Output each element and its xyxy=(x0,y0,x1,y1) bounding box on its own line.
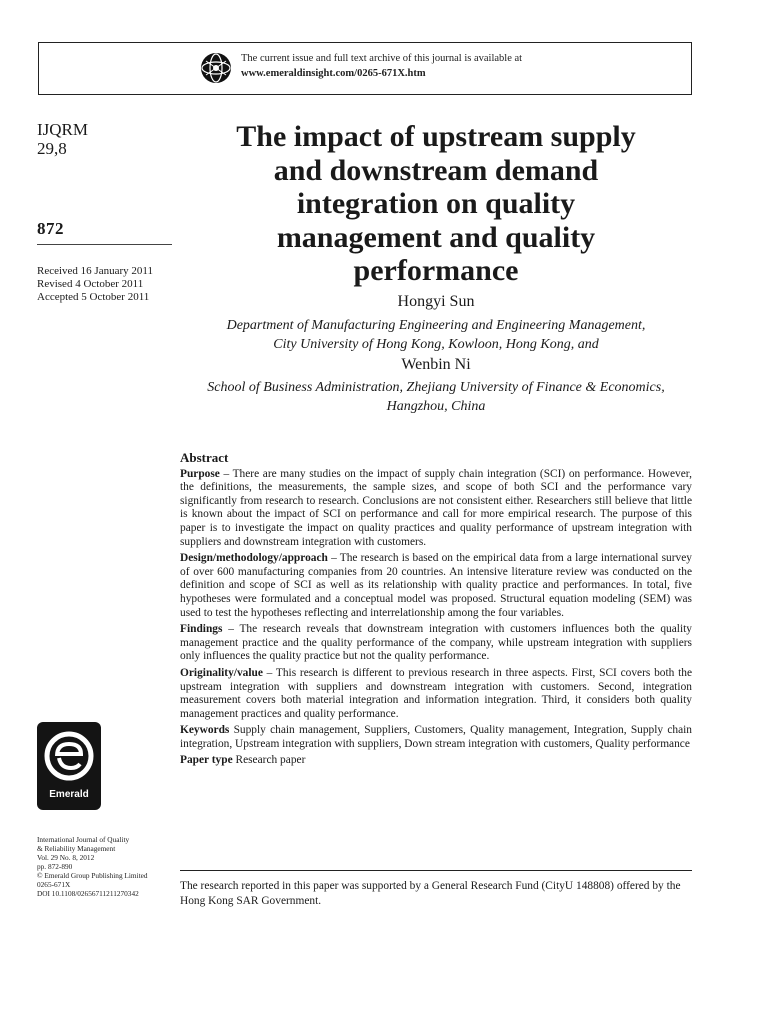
footnote-divider xyxy=(180,870,692,871)
section-label: Paper type xyxy=(180,754,233,767)
section-text: Supply chain management, Suppliers, Customers, Quality management, Integration, Supply chain integration, Upstream integration with suppliers, Down stream integration with customers, Quality performance xyxy=(180,724,692,750)
abstract-design xyxy=(180,552,692,620)
journal-abbreviation: IJQRM xyxy=(37,120,89,139)
divider xyxy=(37,244,172,245)
funding-footnote: The research reported in this paper was supported by a General Research Fund (CityU 148808) offered by the Hong Kong SAR Government. xyxy=(180,880,681,907)
abstract-heading: Abstract xyxy=(180,450,229,465)
section-label: Purpose xyxy=(180,467,220,480)
section-text: Research paper xyxy=(232,754,306,767)
journal-info xyxy=(37,120,175,158)
publication-info xyxy=(37,835,177,898)
journal-archive-banner xyxy=(38,42,692,95)
meta-line: International Journal of Quality xyxy=(37,835,130,844)
abstract xyxy=(180,451,692,771)
section-text: – The research reveals that downstream integration with customers influences both the quality management practice and the quality performance of the company, while upstream integration with suppliers only influences the quality practice but not the quality performance. xyxy=(180,623,692,663)
affiliation-line: City University of Hong Kong, Kowloon, Hong Kong, and xyxy=(273,337,599,352)
accepted-date: Accepted 5 October 2011 xyxy=(37,291,150,303)
journal-volume: 29,8 xyxy=(37,139,67,158)
archive-notice: The current issue and full text archive of this journal is available at xyxy=(241,53,523,64)
author-name: Wenbin Ni xyxy=(401,356,471,373)
section-text: – This research is different to previous research in three aspects. First, SCI covers both the upstream integration with suppliers and downstream integration with customers. Second, integration measurement covers both material integration and information integration. Third, it considers both quality management practices and quality performance. xyxy=(180,666,692,720)
title-line: and downstream demand xyxy=(273,153,599,187)
abstract-findings xyxy=(180,623,692,664)
revised-date: Revised 4 October 2011 xyxy=(37,278,144,290)
author-affiliation xyxy=(180,378,692,416)
emerald-logo xyxy=(37,722,101,810)
archive-url-link[interactable]: www.emeraldinsight.com/0265-671X.htm xyxy=(241,68,426,79)
abstract-keywords xyxy=(180,724,692,751)
paper-title xyxy=(180,120,692,288)
affiliation-line: Department of Manufacturing Engineering and Engineering Management, xyxy=(226,318,646,333)
meta-line: DOI 10.1108/02656711211270342 xyxy=(37,889,139,898)
abstract-paper-type xyxy=(180,754,692,768)
logo-wordmark: Emerald xyxy=(49,789,89,800)
section-text: – There are many studies on the impact of supply chain integration (SCI) on performance. However, the definitions, the measurements, the sample sizes, and scope of both SCI and the performance vary significantly from research to research. Conclusions are not consistent either. Researchers still believe that little is known about the impact of SCI on performance and call for more empirical research. The purpose of this paper is to investigate the impact on quality practices and quality performance of upstream integration with suppliers and downstream integration with customers. xyxy=(180,467,692,548)
author-affiliation xyxy=(180,316,692,354)
meta-line: pp. 872-890 xyxy=(37,862,73,871)
section-label: Keywords xyxy=(180,724,230,737)
meta-line: © Emerald Group Publishing Limited xyxy=(37,871,148,880)
section-label: Findings xyxy=(180,623,223,636)
section-label: Design/methodology/approach xyxy=(180,552,328,565)
affiliation-line: School of Business Administration, Zhejiang University of Finance & Economics, xyxy=(207,380,665,395)
meta-line: 0265-671X xyxy=(37,880,71,889)
globe-icon xyxy=(200,52,232,84)
page-number: 872 xyxy=(37,219,64,238)
title-line: The impact of upstream supply xyxy=(236,120,636,153)
abstract-purpose xyxy=(180,468,692,550)
abstract-originality xyxy=(180,667,692,721)
meta-line: Vol. 29 No. 8, 2012 xyxy=(37,853,95,862)
meta-line: & Reliability Management xyxy=(37,844,116,853)
title-line: integration on quality xyxy=(296,187,576,220)
affiliation-line: Hangzhou, China xyxy=(386,399,486,414)
section-label: Originality/value xyxy=(180,666,263,679)
title-line: performance xyxy=(353,254,519,287)
section-text: – The research is based on the empirical data from a large international survey of over 600 manufacturing companies from 20 countries. An intensive literature review was conducted on the definition and scope of SCI as well as its relationship with quality practice and performances. In total, five hypotheses were formulated and a conceptual model was proposed. Structural equation modeling (SEM) was used to test the hypotheses reflecting and interrelationship among the four variables. xyxy=(180,552,692,619)
title-line: management and quality xyxy=(276,220,596,254)
emerald-e-icon xyxy=(37,724,101,788)
submission-dates xyxy=(37,265,153,304)
received-date: Received 16 January 2011 xyxy=(37,265,153,277)
author-name: Hongyi Sun xyxy=(397,293,475,310)
